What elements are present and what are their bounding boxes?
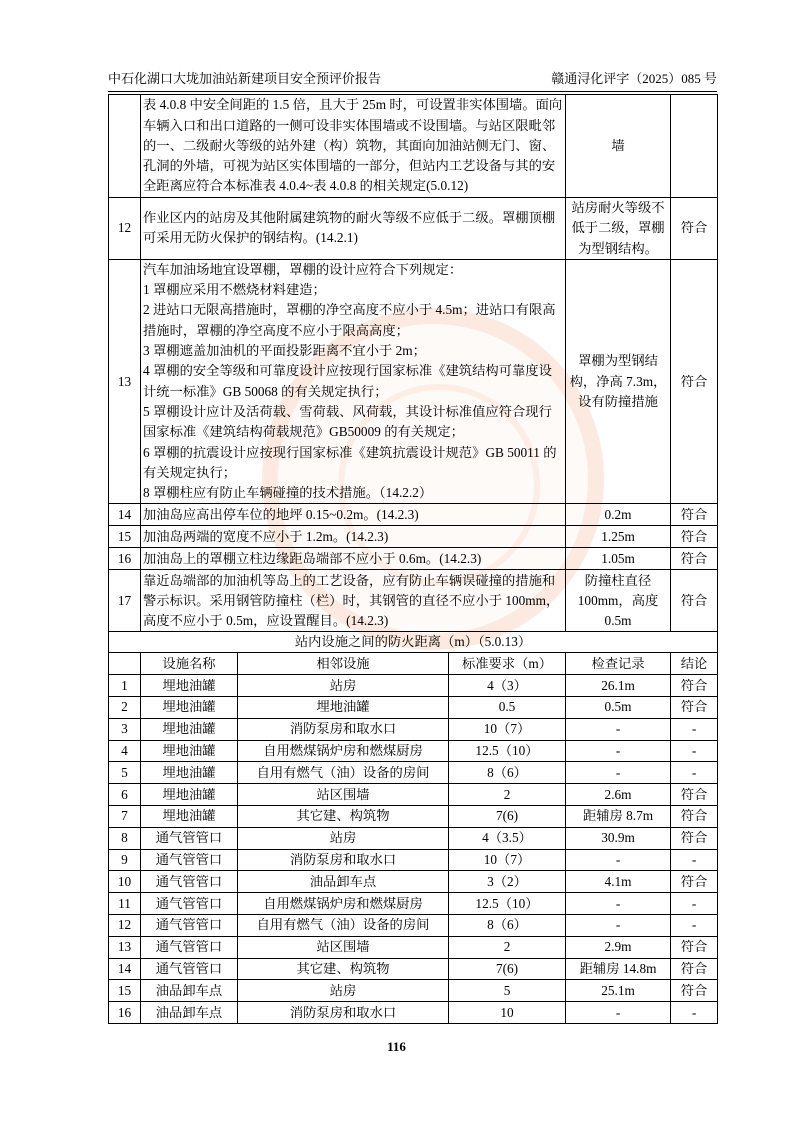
- checklist-row: [109, 526, 718, 548]
- conclusion: 符合: [671, 784, 718, 806]
- check-record: -: [566, 762, 671, 784]
- check-record: 距辅房 8.7m: [566, 806, 671, 828]
- adjacent-facility: 油品卸车点: [238, 871, 449, 893]
- conclusion: 符合: [671, 936, 718, 958]
- section-title: 站内设施之间的防火距离（m）（5.0.13）: [109, 632, 718, 653]
- checklist-row: [109, 548, 718, 570]
- check-record: 1.25m: [566, 526, 671, 548]
- row-number: 16: [109, 548, 141, 570]
- row-number: 1: [109, 675, 141, 697]
- conclusion: -: [671, 849, 718, 871]
- facility-name: 油品卸车点: [141, 1002, 238, 1024]
- facility-name: 通气管管口: [141, 915, 238, 937]
- distance-row: [109, 697, 718, 719]
- adjacent-facility: 自用有燃气（油）设备的房间: [238, 915, 449, 937]
- check-record: 罩棚为型钢结构，净高 7.3m，设有防撞措施: [566, 259, 671, 504]
- column-header: 相邻设施: [238, 653, 449, 675]
- row-number: 12: [109, 915, 141, 937]
- check-record: -: [566, 718, 671, 740]
- standard-requirement: 12.5（10）: [449, 740, 566, 762]
- requirement-line: 3 罩棚遮盖加油机的平面投影距离不宜小于 2m；: [143, 343, 426, 359]
- facility-name: 通气管管口: [141, 958, 238, 980]
- column-header: 标准要求（m）: [449, 653, 566, 675]
- row-number: 11: [109, 893, 141, 915]
- distance-header-row: [109, 653, 718, 675]
- requirement-line: 6 罩棚的抗震设计应按现行国家标准《建筑抗震设计规范》GB 50011 的有关规定执行；: [143, 444, 557, 480]
- standard-requirement: 2: [449, 784, 566, 806]
- standard-requirement: 7(6): [449, 806, 566, 828]
- row-number: [109, 95, 141, 198]
- standard-requirement: 4（3.5）: [449, 827, 566, 849]
- row-number: 2: [109, 697, 141, 719]
- distance-row: [109, 675, 718, 697]
- row-number: 13: [109, 259, 141, 504]
- facility-name: 埋地油罐: [141, 718, 238, 740]
- conclusion: 符合: [671, 827, 718, 849]
- row-number: 6: [109, 784, 141, 806]
- check-record: 2.6m: [566, 784, 671, 806]
- distance-row: [109, 740, 718, 762]
- conclusion: 符合: [671, 697, 718, 719]
- adjacent-facility: 站区围墙: [238, 784, 449, 806]
- requirement-text: 表 4.0.8 中安全间距的 1.5 倍，且大于 25m 时，可设置非实体围墙。面向车辆入口和出口道路的一侧可设非实体围墙或不设围墙。与站区限毗邻的一、二级耐火等级的站外建（构）筑物，其面向加油站侧无门、窗、孔洞的外墙，可视为站区实体围墙的一部分，但站内工艺设备与其的安全距离应符合本标准表 4.0.4~表 4.0.8 的相关规定(5.0.12): [141, 95, 566, 198]
- adjacent-facility: 埋地油罐: [238, 697, 449, 719]
- column-header: [109, 653, 141, 675]
- standard-requirement: 10: [449, 1002, 566, 1024]
- row-number: 8: [109, 827, 141, 849]
- requirement-text: 靠近岛端部的加油机等岛上的工艺设备，应有防止车辆误碰撞的措施和警示标识。采用钢管防撞柱（栏）时，其钢管的直径不应小于 100mm，高度不应小于 0.5m，应设置醒目。(14.2.3): [141, 570, 566, 632]
- conclusion: 符合: [671, 675, 718, 697]
- check-record: 25.1m: [566, 980, 671, 1002]
- requirement-line: 1 罩棚应采用不燃烧材料建造；: [143, 282, 326, 298]
- adjacent-facility: 站房: [238, 827, 449, 849]
- row-number: 16: [109, 1002, 141, 1024]
- checklist-row: [109, 570, 718, 632]
- document-number: 赣通浔化评字（2025）085 号: [551, 71, 717, 86]
- checklist-row: [109, 259, 718, 504]
- distance-row: [109, 958, 718, 980]
- standard-requirement: 10（7）: [449, 849, 566, 871]
- check-record: -: [566, 1002, 671, 1024]
- standard-requirement: 3（2）: [449, 871, 566, 893]
- requirement-line: 5 罩棚设计应计及活荷载、雪荷载、风荷载，其设计标准值应符合现行国家标准《建筑结构荷载规范》GB50009 的有关规定；: [143, 403, 552, 440]
- conclusion: -: [671, 740, 718, 762]
- facility-name: 通气管管口: [141, 893, 238, 915]
- adjacent-facility: 消防泵房和取水口: [238, 1002, 449, 1024]
- checklist-row: [109, 504, 718, 526]
- check-record: -: [566, 893, 671, 915]
- requirement-line: 汽车加油场地宜设罩棚，罩棚的设计应符合下列规定：: [143, 261, 463, 277]
- distance-row: [109, 871, 718, 893]
- check-record: 4.1m: [566, 871, 671, 893]
- row-number: 3: [109, 718, 141, 740]
- conclusion: 符合: [671, 980, 718, 1002]
- column-header: 设施名称: [141, 653, 238, 675]
- standard-requirement: 8（6）: [449, 762, 566, 784]
- conclusion: 符合: [671, 958, 718, 980]
- distance-row: [109, 718, 718, 740]
- requirement-text: 作业区内的站房及其他附属建筑物的耐火等级不应低于二级。罩棚顶棚可采用无防火保护的钢结构。(14.2.1): [141, 198, 566, 260]
- facility-name: 埋地油罐: [141, 806, 238, 828]
- check-record: 防撞柱直径 100mm，高度 0.5m: [566, 570, 671, 632]
- row-number: 9: [109, 849, 141, 871]
- adjacent-facility: 站房: [238, 980, 449, 1002]
- standard-requirement: 10（7）: [449, 718, 566, 740]
- adjacent-facility: 消防泵房和取水口: [238, 718, 449, 740]
- standard-requirement: 0.5: [449, 697, 566, 719]
- row-number: 7: [109, 806, 141, 828]
- adjacent-facility: 消防泵房和取水口: [238, 849, 449, 871]
- conclusion: 符合: [671, 570, 718, 632]
- standard-requirement: 7(6): [449, 958, 566, 980]
- check-record: 0.5m: [566, 697, 671, 719]
- report-title: 中石化湖口大垅加油站新建项目安全预评价报告: [108, 71, 382, 86]
- distance-row: [109, 980, 718, 1002]
- conclusion: -: [671, 915, 718, 937]
- requirement-line: 8 罩棚柱应有防止车辆碰撞的技术措施。（14.2.2）: [143, 485, 433, 501]
- column-header: 结论: [671, 653, 718, 675]
- check-record: 距辅房 14.8m: [566, 958, 671, 980]
- check-record: 30.9m: [566, 827, 671, 849]
- row-number: 13: [109, 936, 141, 958]
- row-number: 5: [109, 762, 141, 784]
- distance-row: [109, 936, 718, 958]
- distance-row: [109, 827, 718, 849]
- distance-row: [109, 806, 718, 828]
- check-record: 26.1m: [566, 675, 671, 697]
- column-header: 检查记录: [566, 653, 671, 675]
- distance-row: [109, 1002, 718, 1024]
- page-number: 116: [387, 1039, 406, 1054]
- facility-name: 通气管管口: [141, 871, 238, 893]
- check-record: 0.2m: [566, 504, 671, 526]
- standard-requirement: 2: [449, 936, 566, 958]
- conclusion: [671, 95, 718, 198]
- facility-name: 通气管管口: [141, 849, 238, 871]
- safety-checklist-table: [108, 94, 718, 1024]
- row-number: 14: [109, 504, 141, 526]
- adjacent-facility: 自用燃煤锅炉房和燃煤厨房: [238, 740, 449, 762]
- requirement-line: 4 罩棚的安全等级和可靠度设计应按现行国家标准《建筑结构可靠度设计统一标准》GB 50068 的有关规定执行；: [143, 363, 552, 399]
- adjacent-facility: 站房: [238, 675, 449, 697]
- adjacent-facility: 自用燃煤锅炉房和燃煤厨房: [238, 893, 449, 915]
- requirement-text: [141, 259, 566, 504]
- facility-name: 埋地油罐: [141, 784, 238, 806]
- distance-row: [109, 893, 718, 915]
- header-rule: [108, 91, 717, 92]
- requirement-text: 加油岛上的罩棚立柱边缘距岛端部不应小于 0.6m。(14.2.3): [141, 548, 566, 570]
- row-number: 4: [109, 740, 141, 762]
- check-record: 2.9m: [566, 936, 671, 958]
- check-record: 站房耐火等级不低于二级，罩棚为型钢结构。: [566, 198, 671, 260]
- distance-row: [109, 849, 718, 871]
- requirement-text: 加油岛应高出停车位的地坪 0.15~0.2m。(14.2.3): [141, 504, 566, 526]
- standard-requirement: 8（6）: [449, 915, 566, 937]
- standard-requirement: 12.5（10）: [449, 893, 566, 915]
- row-number: 15: [109, 980, 141, 1002]
- facility-name: 通气管管口: [141, 936, 238, 958]
- facility-name: 埋地油罐: [141, 762, 238, 784]
- standard-requirement: 4（3）: [449, 675, 566, 697]
- row-number: 12: [109, 198, 141, 260]
- row-number: 10: [109, 871, 141, 893]
- check-record: -: [566, 849, 671, 871]
- conclusion: 符合: [671, 806, 718, 828]
- adjacent-facility: 站区围墙: [238, 936, 449, 958]
- facility-name: 通气管管口: [141, 827, 238, 849]
- conclusion: 符合: [671, 548, 718, 570]
- check-record: 1.05m: [566, 548, 671, 570]
- conclusion: -: [671, 1002, 718, 1024]
- facility-name: 埋地油罐: [141, 740, 238, 762]
- distance-row: [109, 762, 718, 784]
- checklist-row: [109, 198, 718, 260]
- distance-row: [109, 915, 718, 937]
- distance-row: [109, 784, 718, 806]
- conclusion: 符合: [671, 198, 718, 260]
- conclusion: 符合: [671, 259, 718, 504]
- facility-name: 埋地油罐: [141, 675, 238, 697]
- row-number: 17: [109, 570, 141, 632]
- requirement-line: 2 进站口无限高措施时，罩棚的净空高度不应小于 4.5m；进站口有限高措施时，罩棚的净空高度不应小于限高高度；: [143, 302, 556, 338]
- conclusion: -: [671, 762, 718, 784]
- adjacent-facility: 其它建、构筑物: [238, 806, 449, 828]
- check-record: -: [566, 915, 671, 937]
- adjacent-facility: 其它建、构筑物: [238, 958, 449, 980]
- section-title-row: [109, 632, 718, 653]
- conclusion: -: [671, 718, 718, 740]
- facility-name: 油品卸车点: [141, 980, 238, 1002]
- row-number: 15: [109, 526, 141, 548]
- facility-name: 埋地油罐: [141, 697, 238, 719]
- checklist-row: [109, 95, 718, 198]
- requirement-text: 加油岛两端的宽度不应小于 1.2m。(14.2.3): [141, 526, 566, 548]
- standard-requirement: 5: [449, 980, 566, 1002]
- check-record: -: [566, 740, 671, 762]
- row-number: 14: [109, 958, 141, 980]
- conclusion: 符合: [671, 504, 718, 526]
- conclusion: 符合: [671, 526, 718, 548]
- adjacent-facility: 自用有燃气（油）设备的房间: [238, 762, 449, 784]
- check-record: 墙: [566, 95, 671, 198]
- conclusion: -: [671, 893, 718, 915]
- conclusion: 符合: [671, 871, 718, 893]
